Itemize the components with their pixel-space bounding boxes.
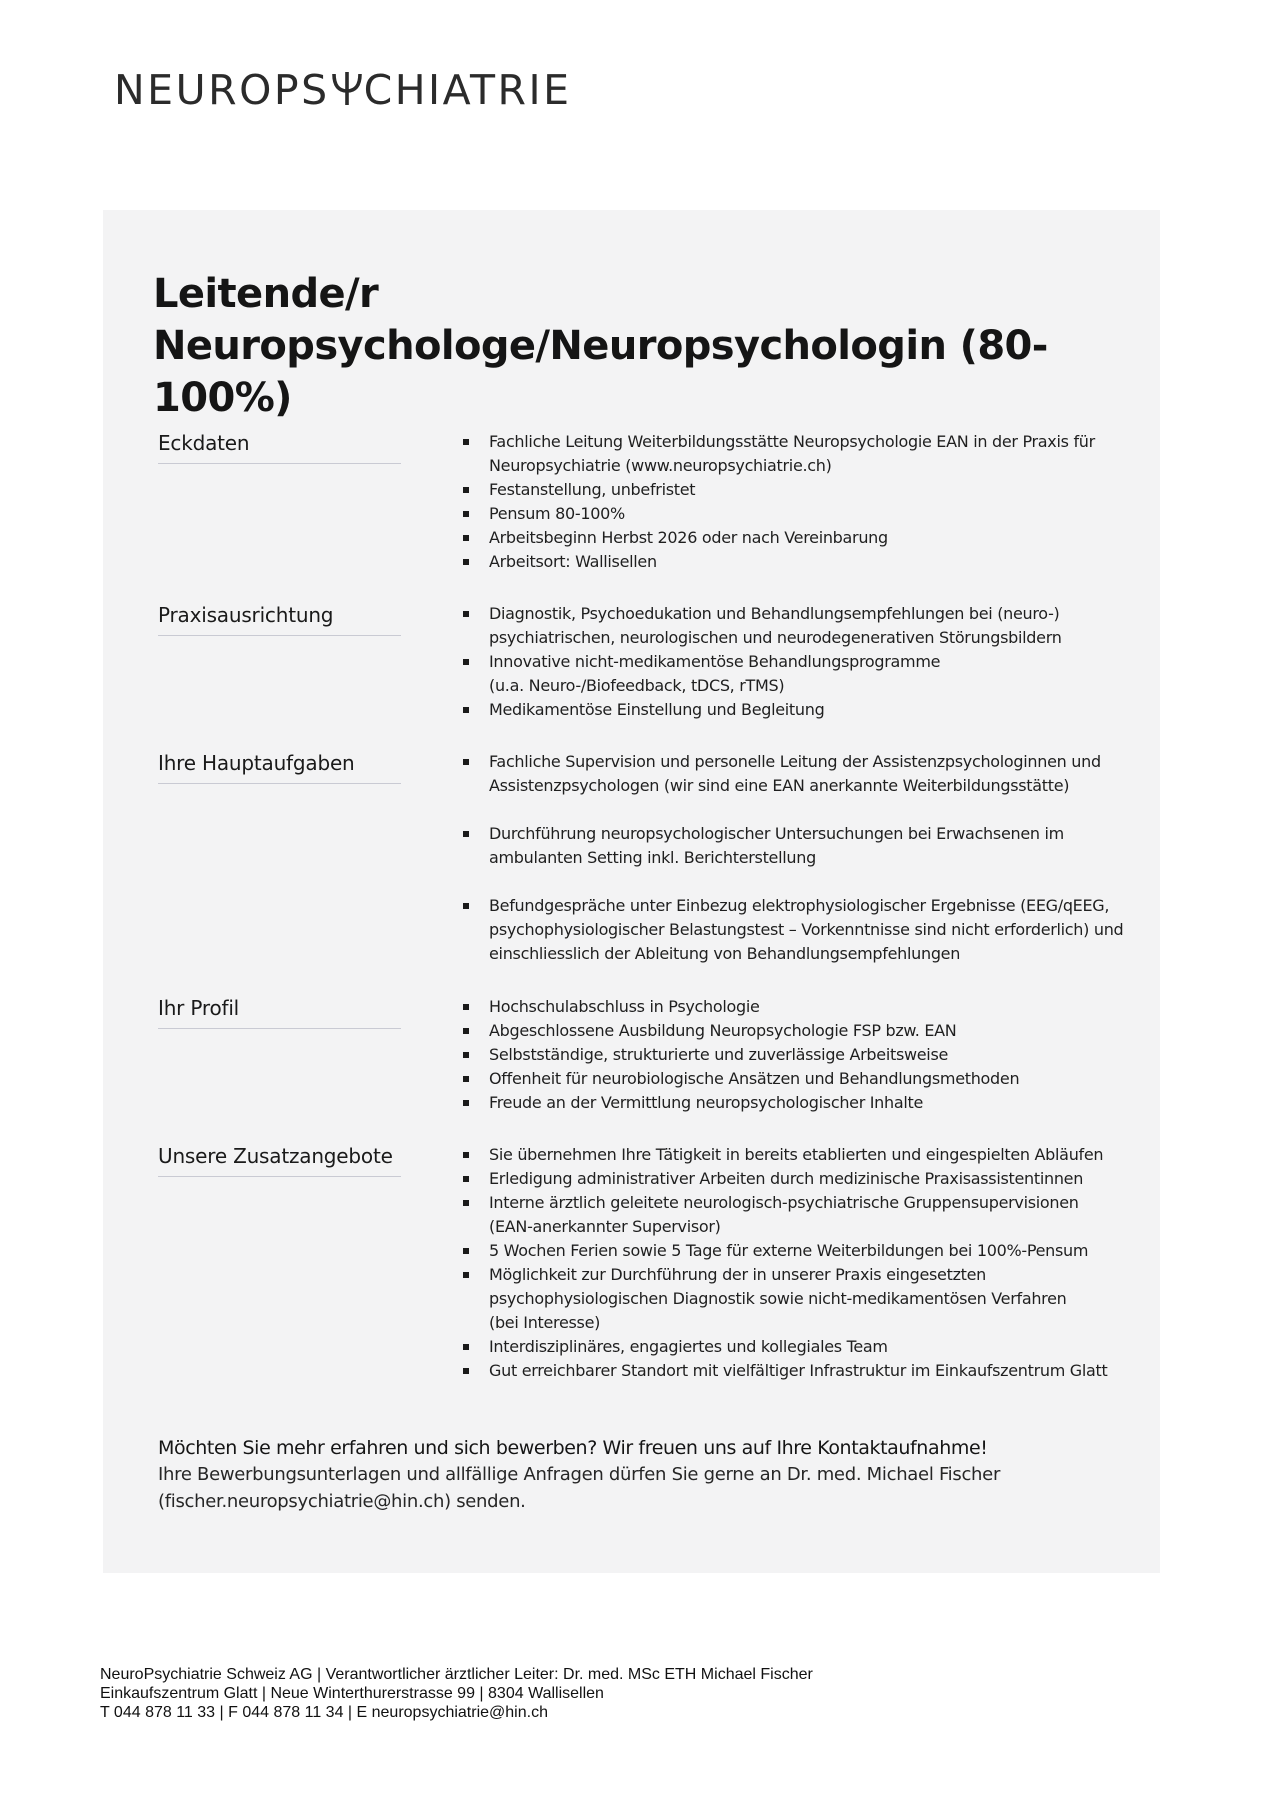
bullet-icon — [463, 511, 469, 517]
list-item-text: Fachliche Supervision und personelle Leitung der Assistenzpsychologinnen und Assistenzpsychologen (wir sind eine EAN anerkannte Weiterbildungsstätte) — [489, 752, 1101, 795]
list-item — [463, 822, 1143, 870]
section-list — [463, 995, 1143, 1115]
list-item-text: Befundgespräche unter Einbezug elektrophysiologischer Ergebnisse (EEG/qEEG, psychophysiologischer Belastungstest – Vorkenntnisse sind nicht erforderlich) und einschliesslich der Ableitung von Behandlungsempfehlungen — [489, 896, 1124, 963]
list-item — [463, 894, 1143, 966]
bullet-icon — [463, 759, 469, 765]
list-item-text: Diagnostik, Psychoedukation und Behandlungsempfehlungen bei (neuro-) psychiatrischen, neurologischen und neurodegenerativen Störungsbildern — [489, 604, 1062, 647]
list-item-text: Offenheit für neurobiologische Ansätzen und Behandlungsmethoden — [489, 1069, 1020, 1088]
bullet-icon — [463, 1248, 469, 1254]
list-item — [463, 1143, 1143, 1167]
list-item-text: Erledigung administrativer Arbeiten durch medizinische Praxisassistentinnen — [489, 1169, 1084, 1188]
list-item-text: Pensum 80-100% — [489, 504, 625, 523]
bullet-icon — [463, 1200, 469, 1206]
list-item-text: Selbstständige, strukturierte und zuverlässige Arbeitsweise — [489, 1045, 949, 1064]
list-item-text: Durchführung neuropsychologischer Untersuchungen bei Erwachsenen im ambulanten Setting inkl. Berichterstellung — [489, 824, 1064, 867]
list-item-text: Hochschulabschluss in Psychologie — [489, 997, 760, 1016]
section-list — [463, 430, 1143, 574]
section-label: Ihre Hauptaufgaben — [158, 750, 401, 784]
bullet-icon — [463, 487, 469, 493]
list-item-text: Möglichkeit zur Durchführung der in unserer Praxis eingesetzten psychophysiologischen Diagnostik sowie nicht-medikamentösen Verfahren (bei Interesse) — [489, 1265, 1067, 1332]
bullet-icon — [463, 1152, 469, 1158]
call-to-action — [158, 1435, 1138, 1515]
job-title: Leitende/r Neuropsychologe/Neuropsychologin (80-100%) — [153, 271, 1048, 421]
footer-line-company: NeuroPsychiatrie Schweiz AG | Verantwortlicher ärztlicher Leiter: Dr. med. MSc ETH Michael Fischer — [100, 1666, 813, 1683]
section-label: Praxisausrichtung — [158, 602, 401, 636]
list-item-text: Sie übernehmen Ihre Tätigkeit in bereits etablierten und eingespielten Abläufen — [489, 1145, 1104, 1164]
bullet-icon — [463, 707, 469, 713]
list-item — [463, 750, 1143, 798]
list-item — [463, 602, 1143, 650]
list-item-text: Abgeschlossene Ausbildung Neuropsychologie FSP bzw. EAN — [489, 1021, 957, 1040]
list-item — [463, 1043, 1143, 1067]
list-item-text: Interdisziplinäres, engagiertes und kollegiales Team — [489, 1337, 888, 1356]
list-item-text: Interne ärztlich geleitete neurologisch-psychiatrische Gruppensupervisionen (EAN-anerkannter Supervisor) — [489, 1193, 1079, 1236]
list-item-text: Innovative nicht-medikamentöse Behandlungsprogramme (u.a. Neuro-/Biofeedback, tDCS, rTMS) — [489, 652, 941, 695]
section-label: Ihr Profil — [158, 995, 401, 1029]
brand-logo — [114, 66, 572, 114]
bullet-icon — [463, 831, 469, 837]
section-list — [463, 1143, 1143, 1383]
list-item — [463, 502, 1143, 526]
list-item-text: Fachliche Leitung Weiterbildungsstätte Neuropsychologie EAN in der Praxis für Neuropsychiatrie (www.neuropsychiatrie.ch) — [489, 432, 1095, 475]
bullet-icon — [463, 1076, 469, 1082]
list-item-text: Gut erreichbarer Standort mit vielfältiger Infrastruktur im Einkaufszentrum Glatt — [489, 1361, 1108, 1380]
list-item — [463, 526, 1143, 550]
list-item — [463, 698, 1143, 722]
list-item — [463, 650, 1143, 698]
psi-trident-icon — [330, 71, 364, 107]
list-item-text: Freude an der Vermittlung neuropsychologischer Inhalte — [489, 1093, 924, 1112]
bullet-icon — [463, 611, 469, 617]
bullet-icon — [463, 1004, 469, 1010]
bullet-icon — [463, 1052, 469, 1058]
bullet-icon — [463, 1344, 469, 1350]
bullet-icon — [463, 559, 469, 565]
bullet-icon — [463, 659, 469, 665]
job-posting-card — [103, 210, 1160, 1573]
bullet-icon — [463, 1100, 469, 1106]
footer-line-contact: T 044 878 11 33 | F 044 878 11 34 | E neuropsychiatrie@hin.ch — [100, 1704, 548, 1721]
list-item — [463, 430, 1143, 478]
bullet-icon — [463, 439, 469, 445]
list-item — [463, 1091, 1143, 1115]
section-list — [463, 602, 1143, 722]
list-item — [463, 478, 1143, 502]
logo-text-start: NEUROPS — [114, 66, 330, 114]
list-item — [463, 1335, 1143, 1359]
list-item-text: Medikamentöse Einstellung und Begleitung — [489, 700, 825, 719]
list-item — [463, 1067, 1143, 1091]
list-item — [463, 1167, 1143, 1191]
bullet-icon — [463, 1272, 469, 1278]
bullet-icon — [463, 903, 469, 909]
list-item — [463, 995, 1143, 1019]
section-label: Unsere Zusatzangebote — [158, 1143, 401, 1177]
cta-headline: Möchten Sie mehr erfahren und sich bewerben? Wir freuen uns auf Ihre Kontaktaufnahme! — [158, 1437, 988, 1459]
section-label: Eckdaten — [158, 430, 401, 464]
list-item-text: Arbeitsort: Wallisellen — [489, 552, 657, 571]
list-item — [463, 1239, 1143, 1263]
list-item-text: Arbeitsbeginn Herbst 2026 oder nach Vereinbarung — [489, 528, 888, 547]
list-item — [463, 550, 1143, 574]
list-item — [463, 1019, 1143, 1043]
bullet-icon — [463, 1176, 469, 1182]
logo-text-end: CHIATRIE — [363, 66, 572, 114]
bullet-icon — [463, 1028, 469, 1034]
list-item-text: Festanstellung, unbefristet — [489, 480, 696, 499]
cta-text: Ihre Bewerbungsunterlagen und allfällige Anfragen dürfen Sie gerne an Dr. med. Michael Fischer (fischer.neuropsychiatrie@hin.ch) senden. — [158, 1464, 1001, 1512]
footer-line-address: Einkaufszentrum Glatt | Neue Winterthurerstrasse 99 | 8304 Wallisellen — [100, 1685, 604, 1702]
bullet-icon — [463, 1368, 469, 1374]
list-item-text: 5 Wochen Ferien sowie 5 Tage für externe Weiterbildungen bei 100%-Pensum — [489, 1241, 1089, 1260]
page-footer — [100, 1665, 1160, 1722]
list-item — [463, 1359, 1143, 1383]
section-list — [463, 750, 1143, 990]
list-item — [463, 1263, 1143, 1335]
list-item — [463, 1191, 1143, 1239]
bullet-icon — [463, 535, 469, 541]
